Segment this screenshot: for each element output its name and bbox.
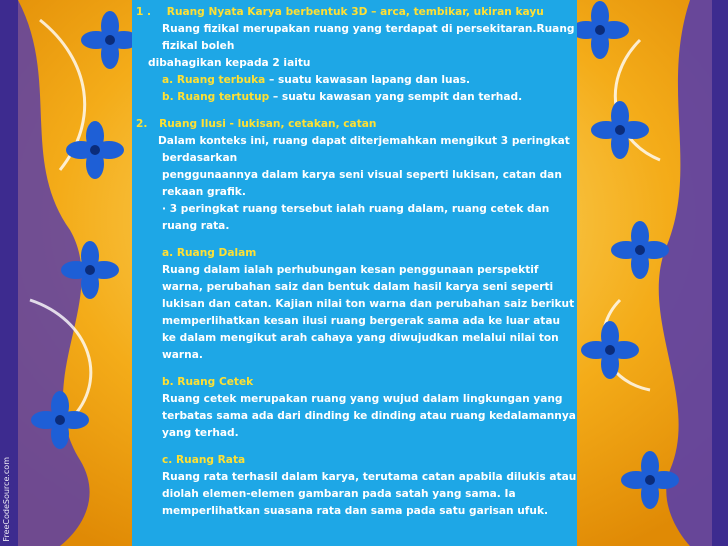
subsection-title-ruang-cetek: b. Ruang Cetek [162, 376, 254, 388]
subsection-title-ruang-dalam: a. Ruang Dalam [162, 247, 257, 259]
text-line: warna. [162, 349, 203, 361]
text-line: Ruang cetek merupakan ruang yang wujud dalam lingkungan yang [162, 393, 563, 405]
item-text: – suatu kawasan yang sempit dan terhad. [269, 91, 523, 103]
text-line: Ruang rata terhasil dalam karya, terutama catan apabila dilukis atau [162, 471, 577, 483]
text-line: fizikal boleh [162, 40, 235, 52]
text-line: Ruang fizikal merupakan ruang yang terdapat di persekitaran.Ruang [162, 23, 575, 35]
item-text: – suatu kawasan lapang dan luas. [265, 74, 471, 86]
text-line: memperlihatkan suasana rata dan sama pada satu garisan ufuk. [162, 505, 549, 517]
section-2-heading [136, 116, 572, 133]
section-title: Ruang Ilusi - lukisan, cetakan, catan [159, 118, 377, 130]
text-line: Dalam konteks ini, ruang dapat diterjemahkan mengikut 3 peringkat [158, 135, 570, 147]
text-line: penggunaannya dalam karya seni visual seperti lukisan, catan dan [162, 169, 562, 181]
section-title: Ruang Nyata Karya berbentuk 3D – arca, tembikar, ukiran kayu [166, 6, 544, 18]
slide-content [136, 4, 577, 520]
list-item-ruang-terbuka [162, 72, 598, 89]
section-number: 2. [136, 118, 148, 130]
text-line: warna, perubahan saiz dan bentuk dalam hasil karya seni seperti [162, 281, 554, 293]
text-line: memperlihatkan kesan ilusi ruang bergerak sama ada ke luar atau [162, 315, 561, 327]
list-item-ruang-tertutup [162, 89, 598, 106]
text-line: yang terhad. [162, 427, 239, 439]
text-line: Ruang dalam ialah perhubungan kesan penggunaan perspektif [162, 264, 539, 276]
text-line: ke dalam mengikut arah cahaya yang diwujudkan melalui nilai ton [162, 332, 559, 344]
text-line: berdasarkan [162, 152, 238, 164]
text-line: ruang rata. [162, 220, 230, 232]
section-1-heading [136, 4, 572, 21]
item-label: a. Ruang terbuka [162, 74, 266, 86]
text-line: lukisan dan catan. Kajian nilai ton warna dan perubahan saiz berikut [162, 298, 575, 310]
subsection-title-ruang-rata: c. Ruang Rata [162, 454, 246, 466]
section-number: 1 . [136, 6, 152, 18]
text-line: dibahagikan kepada 2 iaitu [148, 57, 311, 69]
item-label: b. Ruang tertutup [162, 91, 270, 103]
text-line: terbatas sama ada dari dinding ke dinding atau ruang kedalamannya [162, 410, 576, 422]
text-line: diolah elemen-elemen gambaran pada satah yang sama. Ia [162, 488, 516, 500]
watermark: FreeCodeSource.com [2, 457, 11, 542]
text-line: rekaan grafik. [162, 186, 246, 198]
text-line: · 3 peringkat ruang tersebut ialah ruang dalam, ruang cetek dan [162, 203, 550, 215]
